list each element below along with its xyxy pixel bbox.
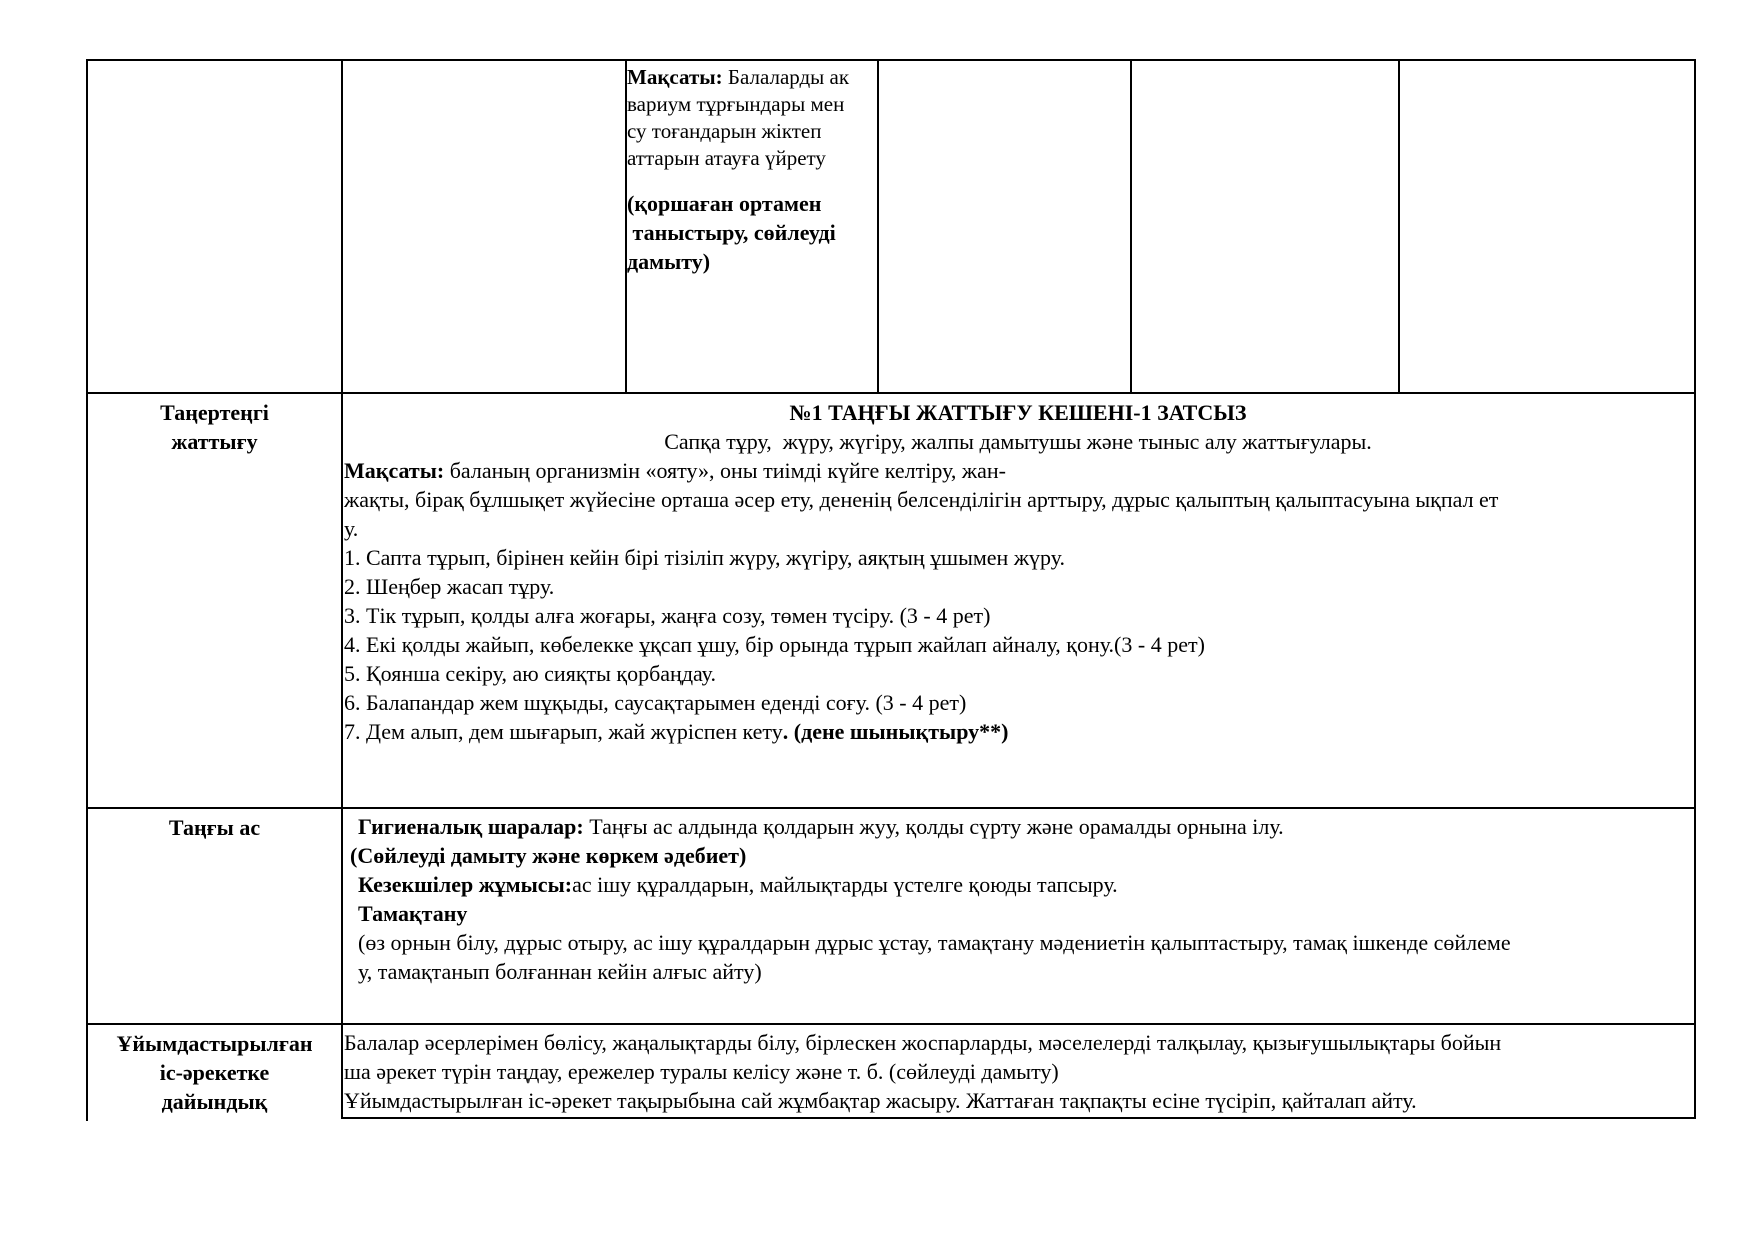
eating-text-line: у, тамақтанып болғаннан кейін алғыс айту) bbox=[358, 959, 762, 984]
duty-text: ас ішу құралдарын, майлықтарды үстелге қоюды тапсыру. bbox=[572, 872, 1118, 897]
breakfast-content bbox=[350, 812, 1692, 986]
area-line: таныстыру, сөйлеуді bbox=[627, 220, 836, 245]
preparation-text-line: Балалар әсерлерімен бөлісу, жаңалықтарды білу, бірлескен жоспарларды, мәселелерді талқылау, қызығушылықтары бойын bbox=[344, 1030, 1502, 1055]
exercise-step bbox=[344, 717, 1692, 746]
row-divider-bottom bbox=[341, 1117, 1696, 1119]
column-divider-5 bbox=[1398, 59, 1400, 393]
column-divider-1 bbox=[341, 59, 343, 1119]
exercise-step: 3. Тік тұрып, қолды алға жоғары, жаңға созу, төмен түсіру. (3 - 4 рет) bbox=[344, 603, 991, 628]
row-divider-2 bbox=[87, 807, 1696, 809]
preparation-label bbox=[88, 1029, 341, 1116]
row-divider-1 bbox=[87, 392, 1696, 394]
educational-area bbox=[627, 189, 875, 276]
breakfast-label: Таңғы ас bbox=[168, 815, 261, 840]
activity-goal bbox=[627, 64, 875, 172]
exercise-subtitle: Сапқа тұру, жүру, жүгіру, жалпы дамытушы және тыныс алу жаттығулары. bbox=[664, 429, 1372, 454]
goal-text-line: су тоғандарын жіктеп bbox=[627, 119, 822, 143]
exercise-step: 6. Балапандар жем шұқыды, саусақтарымен еденді соғу. (3 - 4 рет) bbox=[344, 690, 967, 715]
exercise-goal bbox=[344, 456, 1692, 485]
duty-label: Кезекшілер жұмысы: bbox=[358, 872, 573, 897]
eating-label: Тамақтану bbox=[358, 901, 468, 926]
label-line: Ұйымдастырылған bbox=[116, 1031, 313, 1056]
exercise-title: №1 ТАҢҒЫ ЖАТТЫҒУ КЕШЕНІ-1 ЗАТСЫЗ bbox=[789, 400, 1247, 425]
table-border-top bbox=[87, 59, 1696, 61]
goal-label: Мақсаты: bbox=[627, 65, 723, 89]
morning-exercise-label bbox=[88, 398, 341, 456]
label-line: жаттығу bbox=[171, 429, 258, 454]
table-border-right bbox=[1694, 59, 1696, 1119]
exercise-step: 1. Сапта тұрып, бірінен кейін бірі тізіліп жүру, жүгіру, аяқтың ұшымен жүру. bbox=[344, 545, 1066, 570]
morning-exercise-content bbox=[344, 398, 1692, 746]
label-line: іс-әрекетке bbox=[159, 1060, 270, 1085]
table-border-left bbox=[86, 59, 88, 1121]
exercise-step: 2. Шеңбер жасап тұру. bbox=[344, 574, 555, 599]
goal-label: Мақсаты: bbox=[344, 458, 445, 483]
exercise-step: 5. Қояншa секіру, аю сияқты қорбаңдау. bbox=[344, 661, 716, 686]
goal-text-line: жақты, бірақ бұлшықет жүйесіне орташа әсер ету, дененің белсенділігін арттыру, дұрыс қалыптың қалыптасуына ықпал ет bbox=[344, 487, 1499, 512]
duty-work bbox=[350, 870, 1692, 899]
hygiene-measures bbox=[350, 812, 1692, 841]
eating-text-line: (өз орнын білу, дұрыс отыру, ас ішу құралдарын дұрыс ұстау, тамақтану мәдениетін қалыптастыру, тамақ ішкенде сөйлеме bbox=[358, 930, 1511, 955]
area-line: дамыту) bbox=[627, 249, 711, 274]
column-divider-3 bbox=[877, 59, 879, 393]
label-line: дайындық bbox=[161, 1089, 268, 1114]
step-text: 7. Дем алып, дем шығарып, жай жүріспен кету bbox=[344, 719, 783, 744]
goal-text-line: вариум тұрғындары мен bbox=[627, 92, 845, 116]
label-line: Таңертеңгі bbox=[160, 400, 269, 425]
preparation-text-line: ша әрекет түрін таңдау, ережелер туралы келісу және т. б. (сөйлеуді дамыту) bbox=[344, 1059, 1059, 1084]
hygiene-text: Таңғы ас алдында қолдарын жуу, қолды сүрту және орамалды орнына ілу. bbox=[583, 814, 1284, 839]
hygiene-label: Гигиеналық шаралар: bbox=[358, 814, 584, 839]
activity-goal-cell bbox=[627, 64, 875, 276]
column-divider-4 bbox=[1130, 59, 1132, 393]
exercise-step: 4. Екі қолды жайып, көбелекке ұқсап ұшу, бір орында тұрып жайлап айналу, қону.(3 - 4 рет) bbox=[344, 632, 1205, 657]
area-line: (қоршаған ортамен bbox=[627, 191, 822, 216]
goal-text: баланың организмін «ояту», оны тиімді күйге келтіру, жан- bbox=[444, 458, 1006, 483]
row-divider-3 bbox=[87, 1023, 1696, 1025]
preparation-content bbox=[344, 1028, 1692, 1115]
preparation-text-line: Ұйымдастырылған іс-әрекет тақырыбына сай жұмбақтар жасыру. Жаттаған тақпақты есіне түсіріп, қайталап айту. bbox=[344, 1088, 1417, 1113]
step-area: . (дене шынықтыру**) bbox=[782, 719, 1009, 744]
goal-text-line: аттарын атауға үйрету bbox=[627, 146, 826, 170]
goal-text-line: у. bbox=[344, 516, 359, 541]
goal-text-line: Балаларды ак bbox=[727, 65, 850, 89]
breakfast-area: (Сөйлеуді дамыту және көркем әдебиет) bbox=[350, 843, 747, 868]
